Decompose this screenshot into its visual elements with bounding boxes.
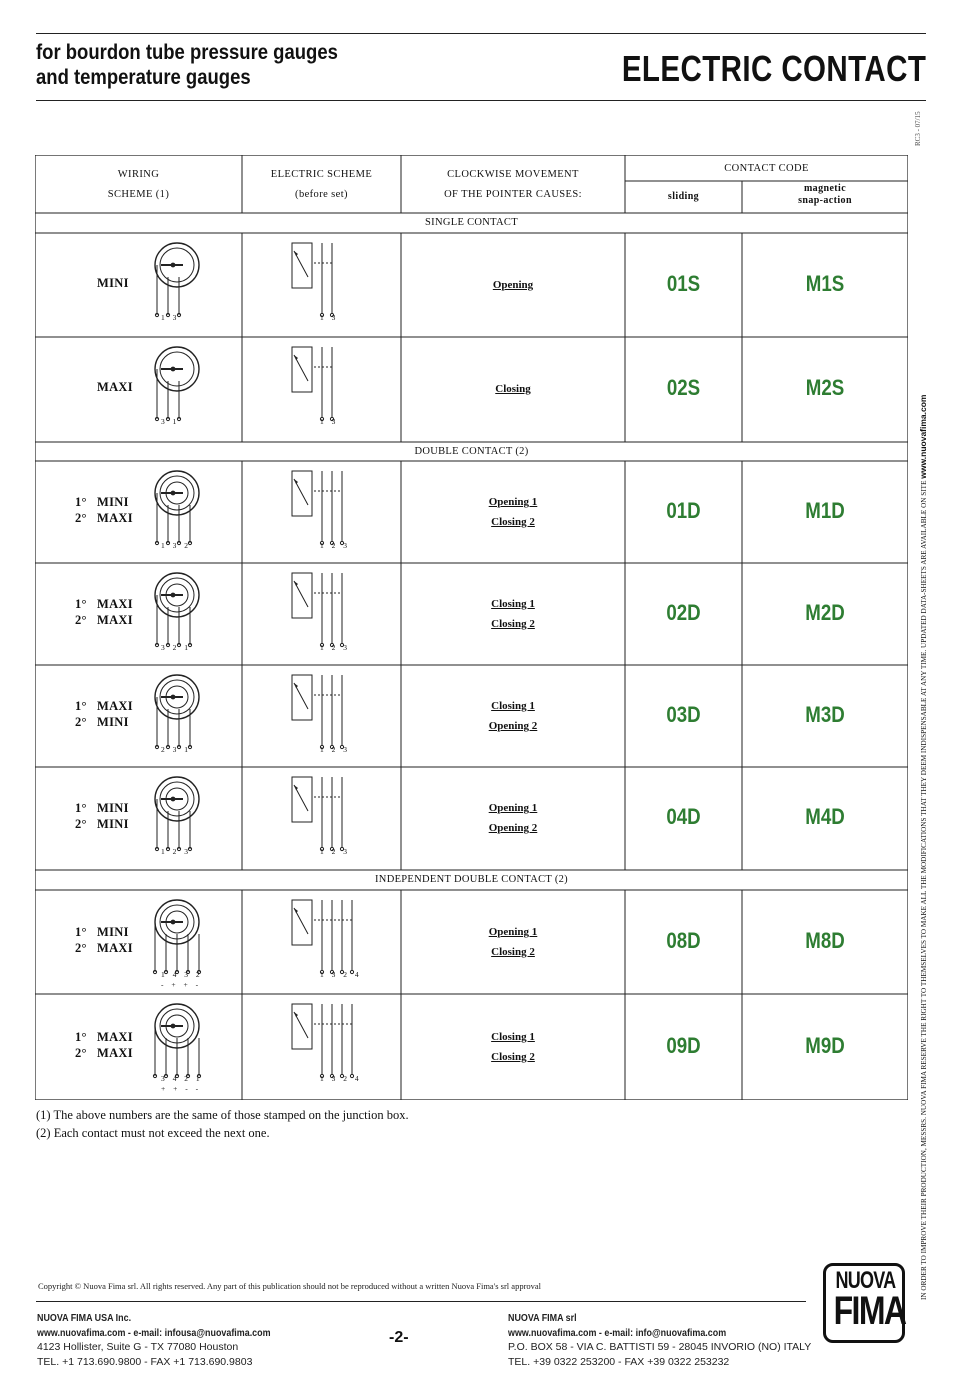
wiring-terminals: 2 3 1 <box>161 745 191 754</box>
movement-text: Closing 1 Opening 2 <box>488 700 538 732</box>
magnetic-code: M2S <box>805 375 845 400</box>
wiring-label: 1° MAXI 2° MINI <box>75 699 133 729</box>
copyright: Copyright © Nuova Fima srl. All rights reserved. Any part of this publication should not be reproduced without a written Nuova Fima's srl approval <box>38 1281 542 1291</box>
movement-text: Opening <box>492 279 534 291</box>
side-disclaimer: IN ORDER TO IMPROVE THEIR PRODUCTION, MESSRS. NUOVA FIMA RESERVE THE RIGHT TO THEMSELVES TO MAKE ALL THE MODIFICATIONS THAT THEY DEEM INDISPENSABLE AT ANY TIME. UPDATED DATA-SHEETS ARE AVAILABLE ON SITE www.nuovafima.com <box>918 394 928 1300</box>
movement-text: Opening 1 Opening 2 <box>488 802 538 834</box>
movement-text: Closing <box>495 383 531 395</box>
scheme-terminals: 1 2 3 <box>320 643 350 652</box>
wiring-label: 1° MINI 2° MAXI <box>75 495 133 525</box>
wiring-terminals: 1 4 3 2 <box>161 970 203 979</box>
sliding-code: 01D <box>666 498 701 523</box>
header-top-rule <box>36 33 926 34</box>
sliding-code: 09D <box>666 1032 701 1058</box>
header-bottom-rule <box>36 100 926 101</box>
table-row <box>35 767 908 869</box>
header-subtitle: for bourdon tube pressure gauges and temperature gauges <box>36 41 338 89</box>
magnetic-code: M3D <box>805 702 845 727</box>
footer-rule <box>36 1301 806 1302</box>
header-contact-code: CONTACT CODE <box>724 163 809 174</box>
header-wiring: WIRING SCHEME (1) <box>107 169 170 200</box>
sliding-code: 02D <box>666 600 701 625</box>
wiring-terminals: 1 3 2 <box>161 541 191 550</box>
footnote: (1) The above numbers are the same of those stamped on the junction box. <box>36 1108 409 1122</box>
section-title: INDEPENDENT DOUBLE CONTACT (2) <box>375 874 568 885</box>
magnetic-code: M1D <box>805 498 845 523</box>
sliding-code: 01S <box>666 271 701 296</box>
table-row <box>35 563 908 665</box>
nuova-fima-logo: NUOVA FIMA <box>823 1263 905 1343</box>
header-magnetic: magnetic snap-action <box>798 183 852 206</box>
header-movement: CLOCKWISE MOVEMENT OF THE POINTER CAUSES: <box>444 169 582 200</box>
wiring-terminals: 3 1 <box>161 417 180 426</box>
page-number: -2- <box>389 1329 409 1346</box>
footer-usa: NUOVA FIMA USA Inc. www.nuovafima.com - e-mail: infousa@nuovafima.com 4123 Hollister, Suite G - TX 77080 Houston TEL. +1 713.690.9800 - FAX +1 713.690.9803 <box>37 1312 271 1368</box>
page-title: ELECTRIC CONTACT <box>621 48 926 89</box>
table-row <box>35 233 908 337</box>
scheme-terminals: 1 3 <box>320 313 339 322</box>
contact-table <box>35 155 908 1100</box>
italy-contact-link[interactable]: www.nuovafima.com - e-mail: info@nuovafima.com <box>508 1326 727 1339</box>
section-title: SINGLE CONTACT <box>425 217 518 228</box>
usa-contact-link[interactable]: www.nuovafima.com - e-mail: infousa@nuovafima.com <box>37 1326 271 1339</box>
wiring-polarity: - + + - <box>161 980 202 989</box>
footnote: (2) Each contact must not exceed the next one. <box>36 1126 270 1140</box>
magnetic-code: M4D <box>805 804 845 829</box>
footer-italy: NUOVA FIMA srl www.nuovafima.com - e-mail: info@nuovafima.com P.O. BOX 58 - VIA C. BATTISTI 59 - 28045 INVORIO (NO) ITALY TEL. +39 0322 253200 - FAX +39 0322 253232 <box>508 1312 812 1368</box>
header-sliding: sliding <box>667 191 700 202</box>
wiring-label: MAXI <box>97 380 133 394</box>
magnetic-code: M2D <box>805 600 845 625</box>
movement-text: Opening 1 Closing 2 <box>488 496 538 528</box>
section-title: DOUBLE CONTACT (2) <box>414 446 529 457</box>
scheme-terminals: 1 2 3 <box>320 541 350 550</box>
wiring-terminals: 3 2 1 <box>161 643 191 652</box>
sliding-code: 03D <box>666 702 701 727</box>
wiring-terminals: 1 2 3 <box>161 847 191 856</box>
wiring-label: 1° MINI 2° MINI <box>75 801 129 831</box>
magnetic-code: M8D <box>805 928 845 953</box>
wiring-terminals: 3 4 2 1 <box>161 1074 203 1083</box>
wiring-label: MINI <box>97 276 129 290</box>
electric-scheme-diagram <box>280 994 370 1099</box>
wiring-terminals: 1 3 <box>161 313 180 322</box>
sliding-code: 08D <box>666 928 701 953</box>
movement-text: Opening 1 Closing 2 <box>488 926 538 958</box>
scheme-terminals: 1 2 3 <box>320 745 350 754</box>
scheme-terminals: 1 3 2 4 <box>320 970 362 979</box>
sliding-code: 04D <box>666 804 701 829</box>
table-row <box>35 461 908 563</box>
movement-text: Closing 1 Closing 2 <box>491 1030 535 1063</box>
sliding-code: 02S <box>666 375 701 400</box>
magnetic-code: M1S <box>805 271 845 296</box>
movement-text: Closing 1 Closing 2 <box>491 598 535 630</box>
site-link[interactable]: www.nuovafima.com <box>918 394 928 479</box>
wiring-label: 1° MAXI 2° MAXI <box>75 1029 133 1060</box>
table-row <box>35 665 908 767</box>
scheme-terminals: 1 2 3 <box>320 847 350 856</box>
scheme-terminals: 1 3 <box>320 417 339 426</box>
wiring-polarity: + + - - <box>161 1084 202 1093</box>
document-code: RC3 - 07/15 <box>914 111 922 146</box>
magnetic-code: M9D <box>805 1032 845 1058</box>
header-electric-scheme: ELECTRIC SCHEME (before set) <box>270 169 373 200</box>
scheme-terminals: 1 3 2 4 <box>320 1074 362 1083</box>
table-row <box>35 890 908 994</box>
wiring-label: 1° MAXI 2° MAXI <box>75 597 133 627</box>
wiring-label: 1° MINI 2° MAXI <box>75 925 133 955</box>
footnotes <box>36 1106 409 1142</box>
table-row <box>35 994 908 1099</box>
table-row <box>35 337 908 441</box>
